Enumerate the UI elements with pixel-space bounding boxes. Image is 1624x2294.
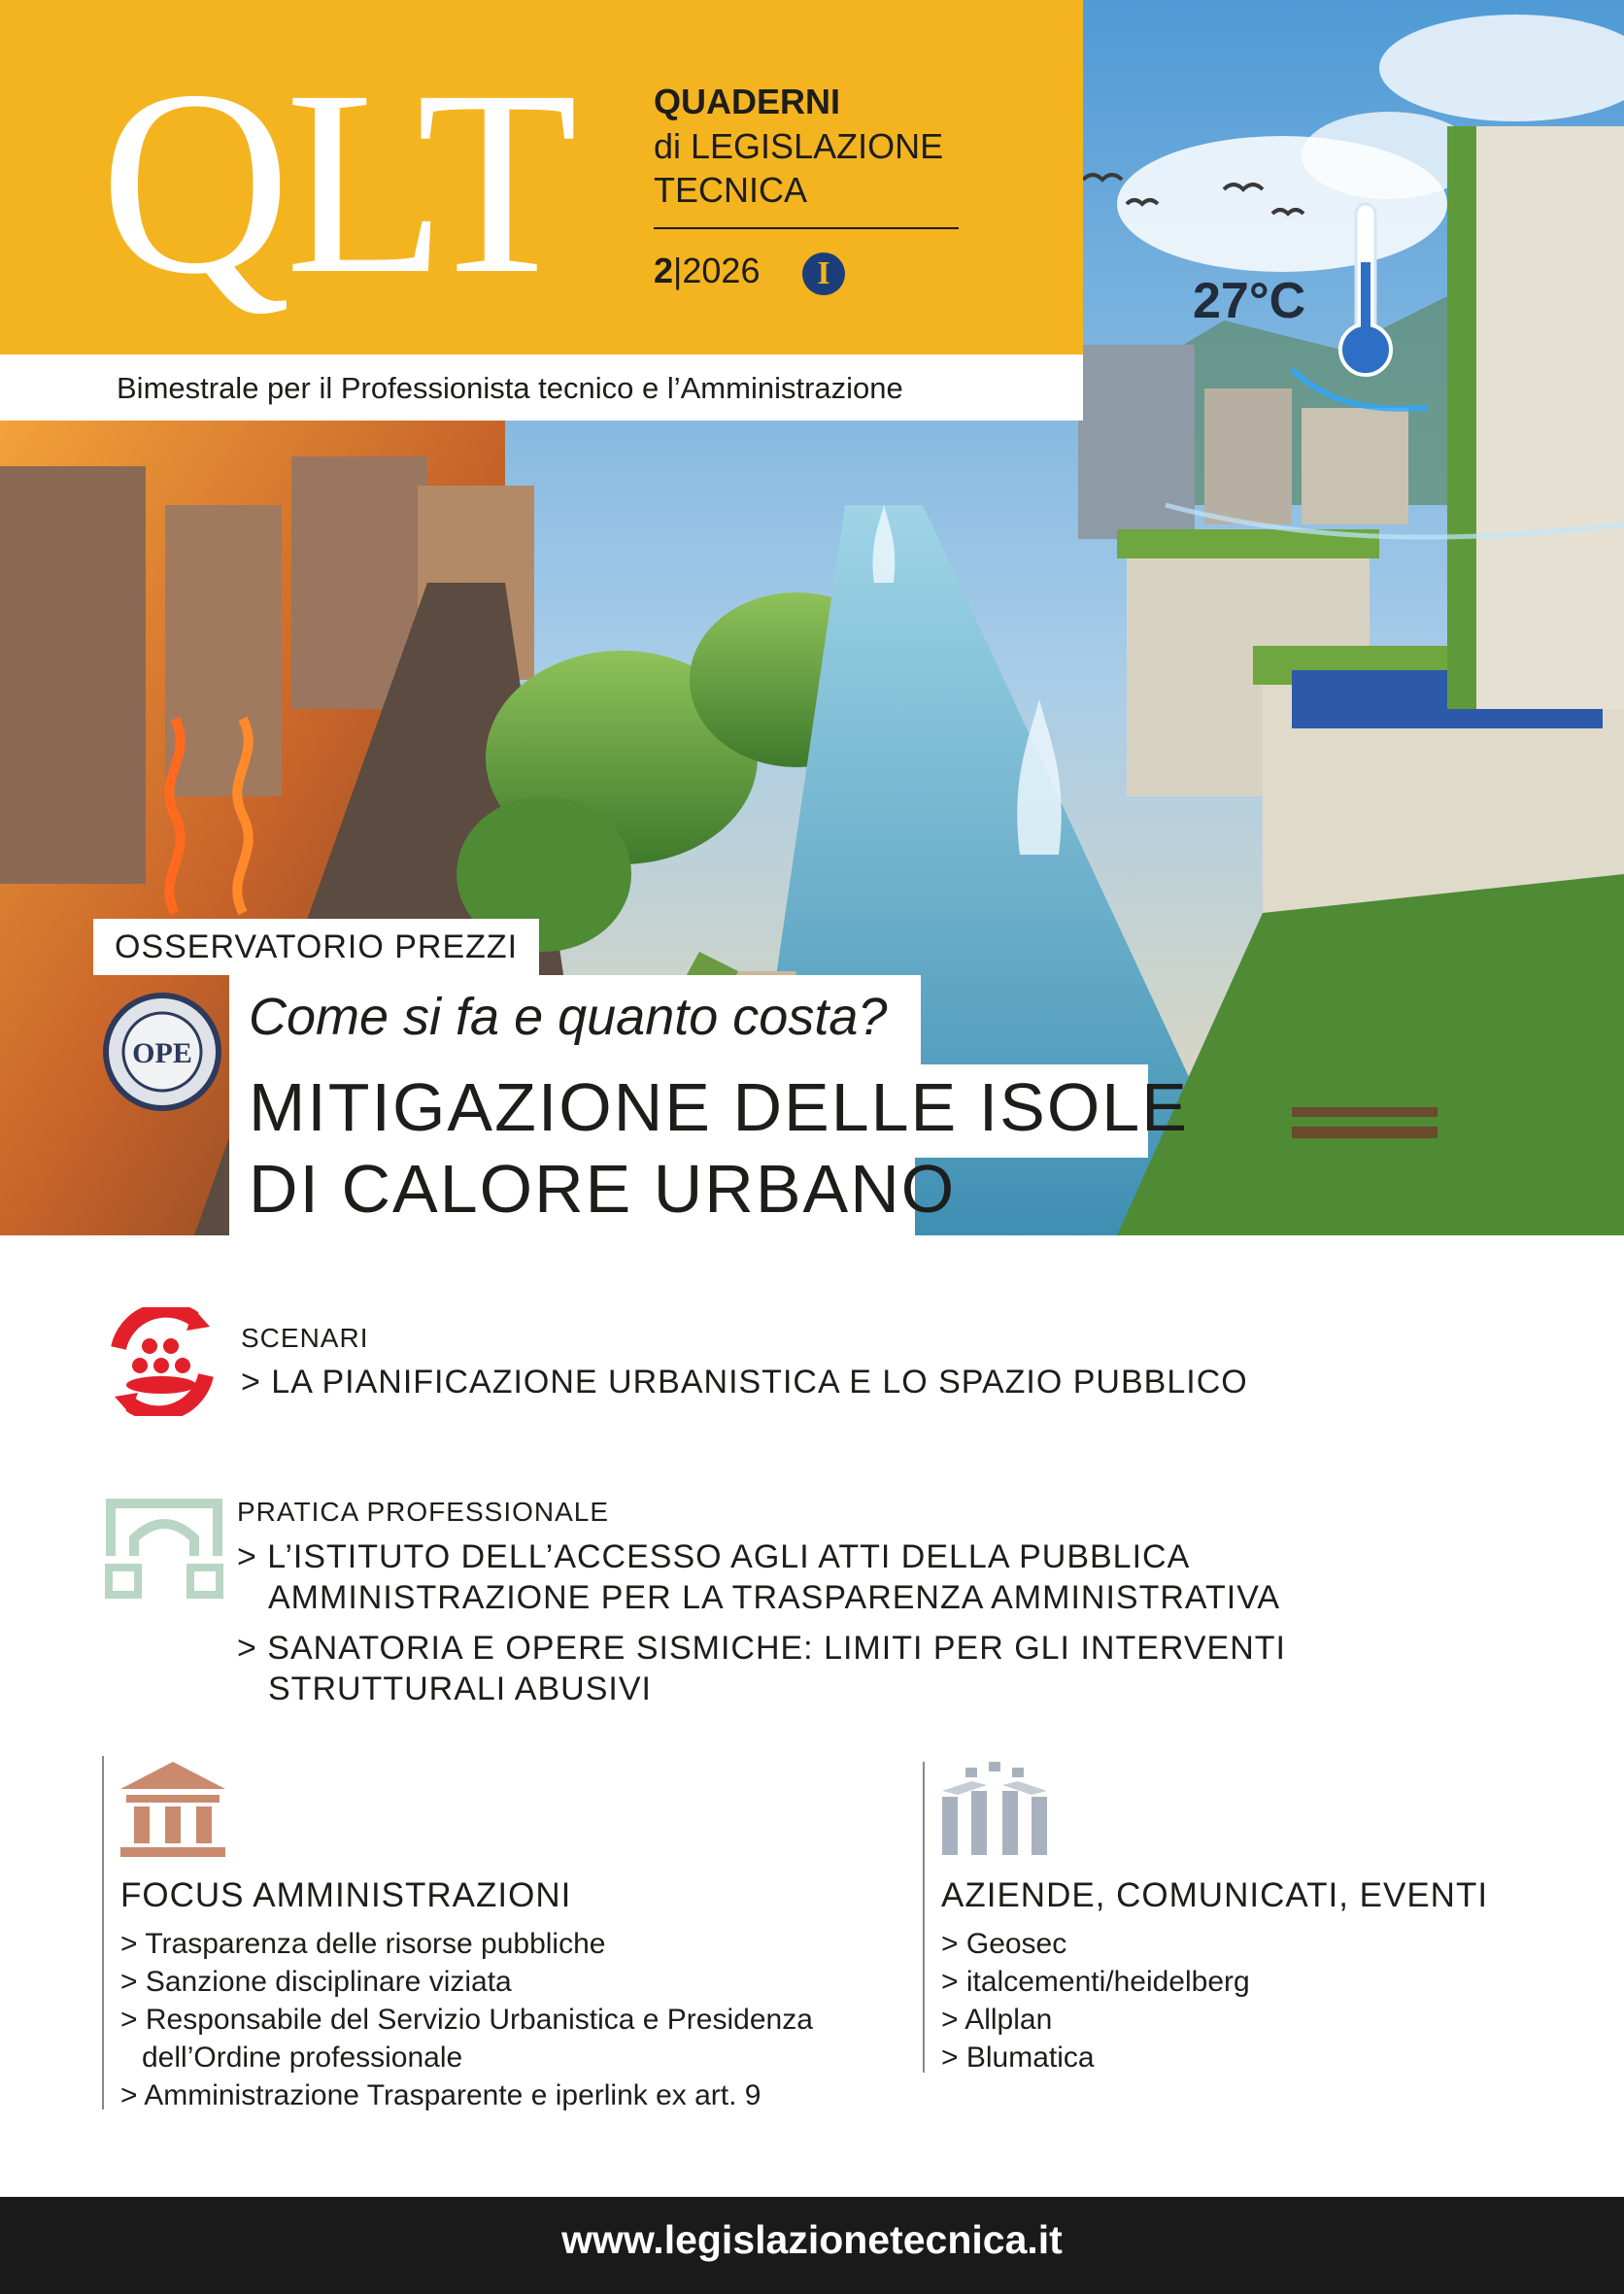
aziende-item-2: > italcementi/heidelberg	[941, 1966, 1250, 1998]
brand-line-1: QUADERNI	[654, 82, 841, 121]
cover-title-line-2: DI CALORE URBANO	[249, 1151, 957, 1227]
focus-item-3-cont: dell’Ordine professionale	[142, 2041, 463, 2074]
cover-title-line-1: MITIGAZIONE DELLE ISOLE	[249, 1069, 1189, 1145]
focus-item-1: > Trasparenza delle risorse pubbliche	[120, 1928, 606, 1960]
aziende-divider	[923, 1762, 925, 2073]
aziende-item-4: > Blumatica	[941, 2041, 1095, 2074]
website-link[interactable]: www.legislazionetecnica.it	[561, 2217, 1063, 2262]
ope-logo	[101, 991, 223, 1113]
companies-icon	[938, 1762, 1051, 1859]
bank-icon	[120, 1762, 225, 1857]
pratica-kicker: PRATICA PROFESSIONALE	[237, 1497, 610, 1527]
cover-subtitle: Come si fa e quanto costa?	[249, 988, 888, 1046]
focus-item-2: > Sanzione disciplinare viziata	[120, 1966, 512, 1998]
pratica-item-2-cont: STRUTTURALI ABUSIVI	[268, 1670, 652, 1707]
issue-year: 2026	[682, 251, 761, 290]
pratica-item-1: > L’ISTITUTO DELL’ACCESSO AGLI ATTI DELLA PUBBLICA	[237, 1538, 1191, 1575]
pratica-item-1-cont: AMMINISTRAZIONE PER LA TRASPARENZA AMMINISTRATIVA	[268, 1579, 1281, 1616]
pratica-icon	[105, 1498, 223, 1599]
aziende-item-1: > Geosec	[941, 1928, 1067, 1960]
issue-number-value: 2	[654, 251, 674, 290]
aziende-title: AZIENDE, COMUNICATI, EVENTI	[941, 1876, 1489, 1914]
brand-divider	[654, 227, 959, 229]
issue-number	[654, 251, 760, 291]
scenari-item-1: > LA PIANIFICAZIONE URBANISTICA E LO SPAZIO PUBBLICO	[241, 1364, 1248, 1400]
focus-divider	[102, 1756, 104, 2109]
brand-line-2: di LEGISLAZIONE	[654, 126, 944, 166]
tagline: Bimestrale per il Professionista tecnico e l’Amministrazione	[117, 371, 903, 405]
temperature-label: 27°C	[1193, 273, 1306, 329]
ope-logo-text: OPE	[132, 1037, 192, 1069]
scenari-kicker: SCENARI	[241, 1323, 369, 1353]
scenari-icon	[101, 1307, 221, 1416]
section-tag: OSSERVATORIO PREZZI	[93, 919, 539, 975]
magazine-logo: QLT	[100, 36, 572, 328]
aziende-item-3: > Allplan	[941, 2004, 1053, 2036]
volume-badge: I	[802, 253, 845, 295]
focus-title: FOCUS AMMINISTRAZIONI	[120, 1876, 572, 1914]
issue-separator: |	[673, 251, 683, 290]
focus-item-4: > Amministrazione Trasparente e iperlink ex art. 9	[120, 2079, 761, 2111]
brand-line-3: TECNICA	[654, 170, 808, 210]
focus-item-3: > Responsabile del Servizio Urbanistica e Presidenza	[120, 2004, 813, 2036]
pratica-item-2: > SANATORIA E OPERE SISMICHE: LIMITI PER GLI INTERVENTI	[237, 1630, 1286, 1667]
